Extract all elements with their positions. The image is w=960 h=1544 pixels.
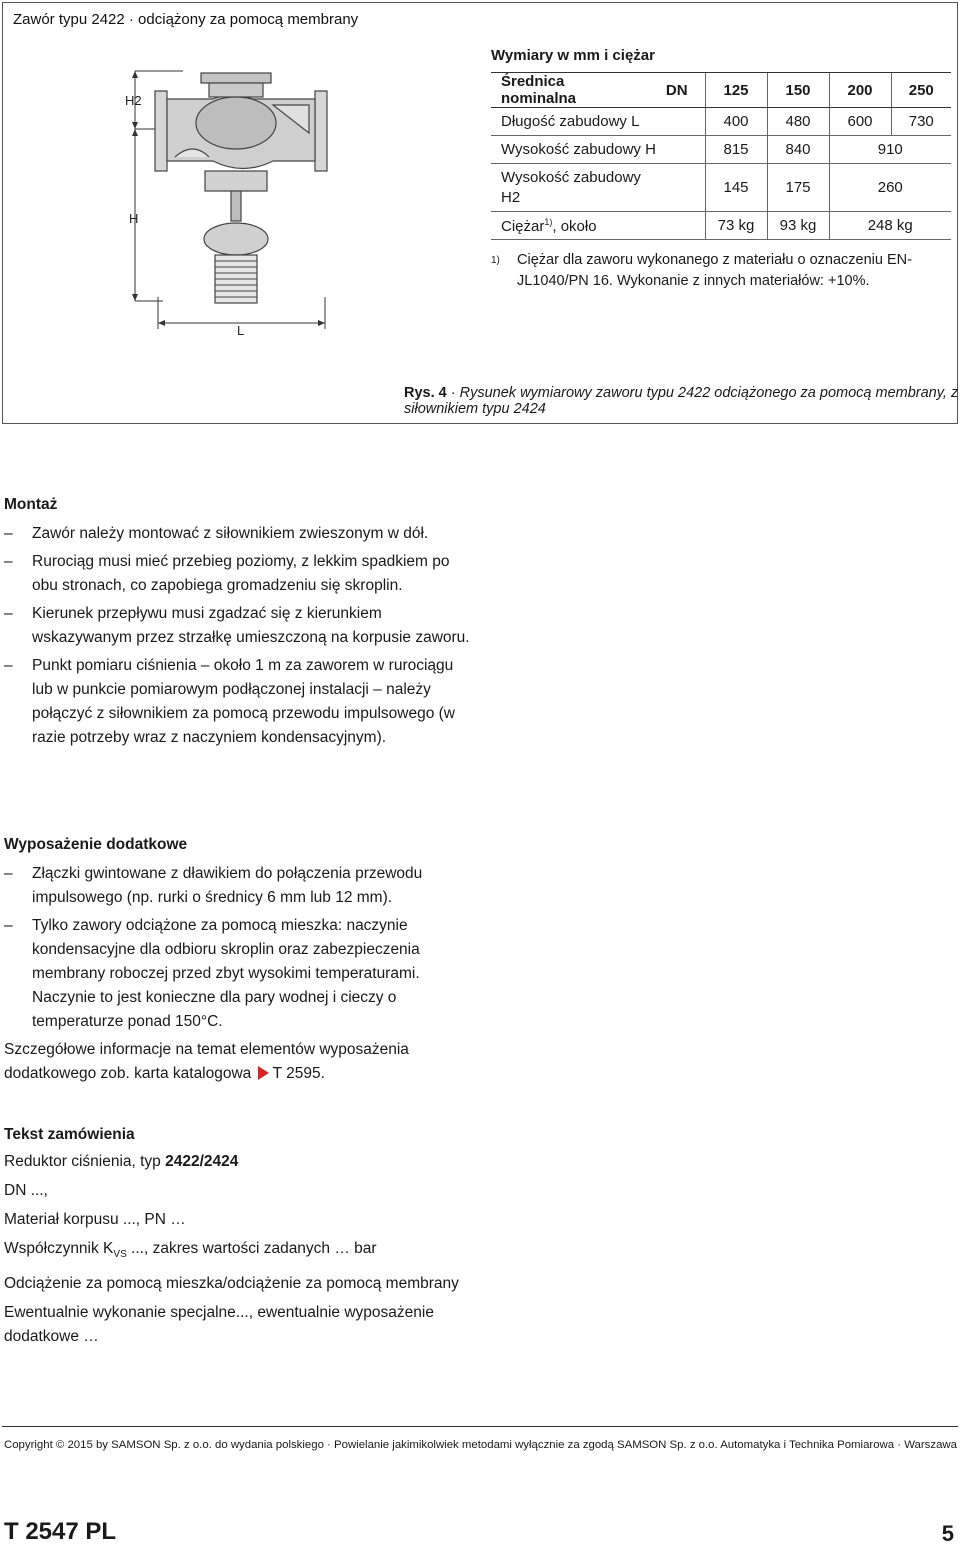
list-item: – Tylko zawory odciążone za pomocą mieszka: naczynie kondensacyjne dla odbioru skroplin oraz zabezpieczenia membrany roboczej przed zbyt wysokimi temperaturami. Naczynie to jest konieczne dla pary wodnej i cieczy o temperaturze ponad 150°C.: [4, 914, 474, 1034]
dimensions-caption: Wymiary w mm i ciężar: [491, 47, 655, 64]
accessories-section: [4, 836, 474, 1086]
dim-label-l: L: [237, 323, 245, 338]
order-line: Odciążenie za pomocą mieszka/odciążenie za pomocą membrany: [4, 1275, 459, 1293]
cell: 480: [767, 108, 829, 136]
reference-arrow-icon: [258, 1066, 269, 1080]
cell: 260: [829, 164, 951, 212]
caption-text: Rysunek wymiarowy zaworu typu 2422 odciążonego za pomocą membrany, z siłownikiem typu 2424: [404, 385, 959, 417]
row-label: [491, 164, 705, 212]
footnote-text: Ciężar dla zaworu wykonanego z materiału o oznaczeniu EN-JL1040/PN 16. Wykonanie z innych materiałów: +10%.: [517, 252, 912, 289]
row-label: Wysokość zabudowy H: [491, 136, 705, 164]
dimensions-section: [491, 47, 951, 292]
list-item: – Rurociąg musi mieć przebieg poziomy, z lekkim spadkiem po obu stronach, co zapobiega gromadzeniu się skroplin.: [4, 550, 474, 598]
cell: 815: [705, 136, 767, 164]
order-section: [4, 1126, 474, 1349]
row-label-line: Wysokość zabudowy: [501, 168, 641, 186]
figure-title: Zawór typu 2422 · odciążony za pomocą membrany: [13, 11, 359, 28]
footer-divider: [2, 1426, 958, 1427]
order-text: Reduktor ciśnienia, typ: [4, 1153, 166, 1170]
header-value: 125: [705, 73, 767, 108]
list-item: – Kierunek przepływu musi zgadzać się z kierunkiem wskazywanym przez strzałkę umieszczoną na korpusie zaworu.: [4, 602, 474, 650]
order-text: ..., zakres wartości zadanych … bar: [126, 1240, 377, 1257]
copyright-notice: Copyright © 2015 by SAMSON Sp. z o.o. do wydania polskiego · Powielanie jakimikolwiek metodami wyłącznie za zgodą SAMSON Sp. z o.o. Automatyka i Technika Pomiarowa · Warszawa: [4, 1439, 957, 1451]
page-number: 5: [941, 1521, 954, 1544]
order-line: [4, 1150, 474, 1174]
order-line: DN ...,: [4, 1182, 48, 1199]
list-item: – Punkt pomiaru ciśnienia – około 1 m za zaworem w rurociągu lub w punkcie pomiarowym podłączonej instalacji – należy połączyć z siłownikiem za pomocą przewodu impulsowego (w razie potrzeby wraz z naczyniem kondensacyjnym).: [4, 654, 474, 750]
figure-caption: [404, 385, 960, 417]
header-label: Średnica nominalna: [491, 73, 649, 108]
order-type: 2422/2424: [165, 1153, 239, 1170]
header-unit: DN: [649, 73, 705, 108]
catalog-reference-link[interactable]: T 2595.: [272, 1065, 325, 1082]
figure-frame: [2, 2, 958, 424]
header-value: 150: [767, 73, 829, 108]
cell: 248 kg: [829, 212, 951, 240]
cell: 840: [767, 136, 829, 164]
cell: 600: [829, 108, 891, 136]
section-heading: Tekst zamówienia: [4, 1126, 135, 1143]
kvs-subscript: VS: [113, 1249, 127, 1261]
accessories-note: [4, 1038, 474, 1086]
cell: 73 kg: [705, 212, 767, 240]
cell: 910: [829, 136, 951, 164]
row-label-text: Ciężar: [501, 217, 545, 235]
order-text: Współczynnik K: [4, 1240, 114, 1257]
table-row: [491, 136, 951, 164]
cell: 175: [767, 164, 829, 212]
dim-label-h2: H2: [125, 93, 142, 108]
row-label: Długość zabudowy L: [491, 108, 705, 136]
table-header-row: [491, 73, 951, 108]
table-row: [491, 212, 951, 240]
row-label-line: H2: [501, 188, 521, 206]
cell: 730: [891, 108, 951, 136]
note-text: Szczegółowe informacje na temat elementów wyposażenia dodatkowego zob. karta katalogowa: [4, 1041, 409, 1082]
valve-dimension-drawing: [113, 61, 343, 351]
footnote-ref: 1): [544, 216, 553, 227]
list-item: – Złączki gwintowane z dławikiem do połączenia przewodu impulsowego (np. rurki o średnicy 6 mm lub 12 mm).: [4, 862, 474, 910]
document-id: T 2547 PL: [4, 1518, 117, 1544]
order-line: [4, 1237, 474, 1267]
accessories-list: [4, 862, 474, 1034]
row-label: [491, 212, 705, 240]
row-label-text: , około: [552, 217, 597, 235]
cell: 145: [705, 164, 767, 212]
cell: 400: [705, 108, 767, 136]
cell: 93 kg: [767, 212, 829, 240]
montaz-list: [4, 522, 474, 750]
caption-prefix: Rys. 4: [404, 385, 447, 401]
table-row: [491, 108, 951, 136]
table-footnote: [491, 250, 951, 292]
caption-separator: ·: [446, 385, 460, 401]
order-line: Materiał korpusu ..., PN …: [4, 1211, 186, 1228]
section-heading: Wyposażenie dodatkowe: [4, 836, 188, 853]
order-line: Ewentualnie wykonanie specjalne..., ewentualnie wyposażenie dodatkowe …: [4, 1304, 434, 1346]
footnote-mark: 1): [491, 255, 500, 266]
header-value: 200: [829, 73, 891, 108]
header-value: 250: [891, 73, 951, 108]
dimensions-table: [491, 72, 951, 240]
table-row: [491, 164, 951, 212]
montaz-section: [4, 496, 474, 750]
dim-label-h: H: [129, 211, 139, 226]
section-heading: Montaż: [4, 496, 58, 513]
list-item: – Zawór należy montować z siłownikiem zwieszonym w dół.: [4, 522, 474, 546]
